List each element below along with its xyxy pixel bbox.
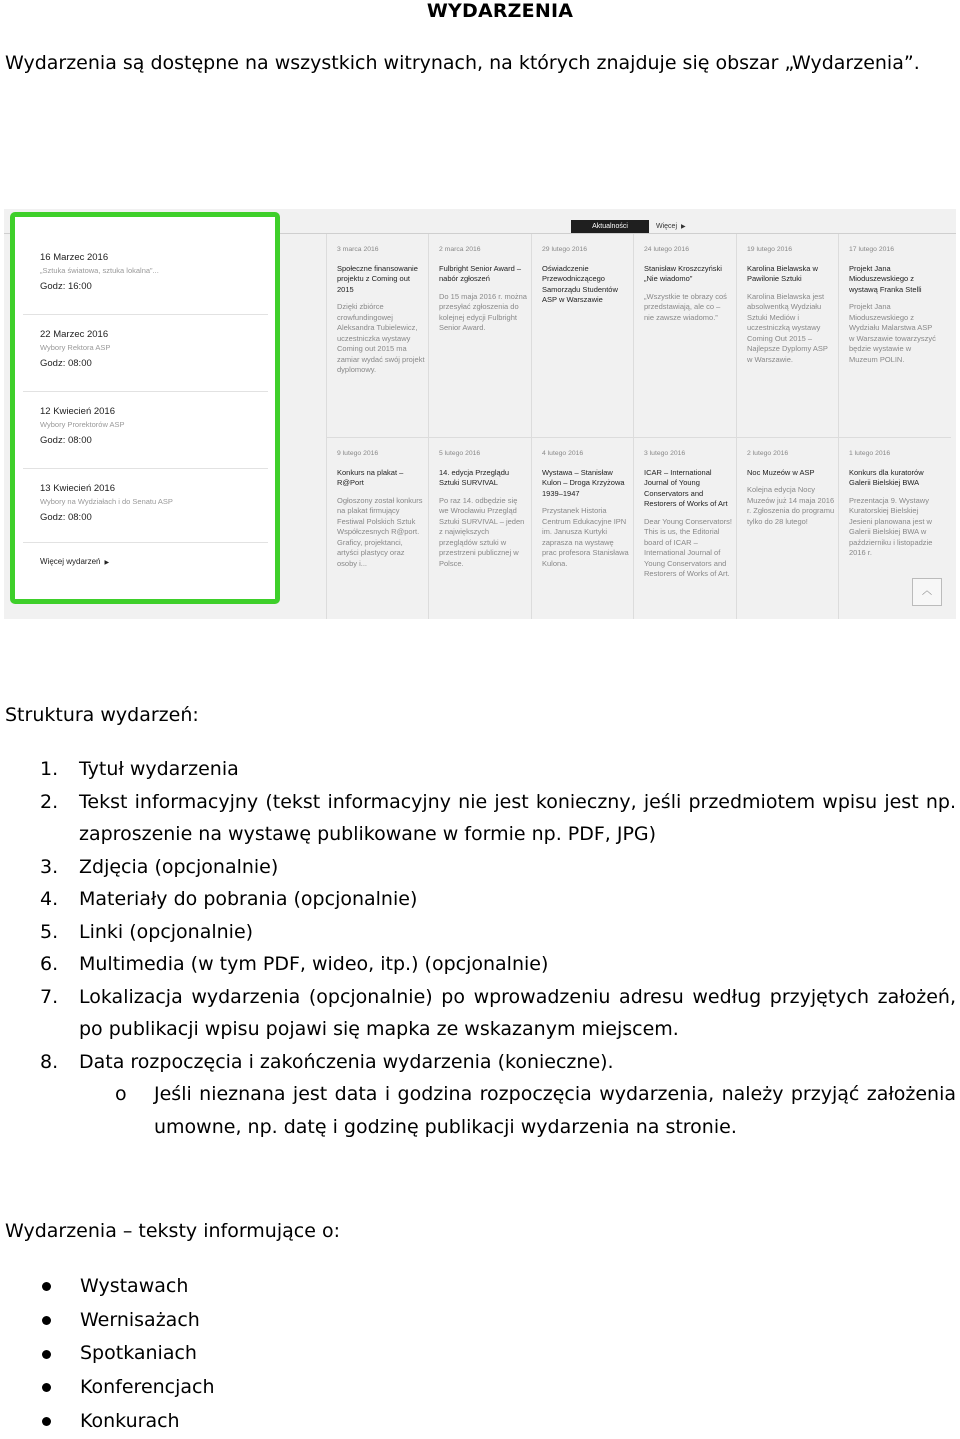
- news-title: Fulbright Senior Award – nabór zgłoszeń: [439, 263, 521, 283]
- bullet-dot: [42, 1316, 51, 1325]
- event-date: 22 Marzec 2016: [40, 329, 109, 340]
- list-text: Multimedia (w tym PDF, wideo, itp.) (opcjonalnie): [79, 953, 549, 975]
- row-divider: [326, 437, 951, 438]
- news-excerpt: Po raz 14. odbędzie się we Wrocławiu Przegląd Sztuki SURVIVAL – jeden z największych przeglądów sztuki w przestrzeni publicznej w Polsce.: [439, 495, 525, 568]
- sub-text: Jeśli nieznana jest data i godzina rozpoczęcia wydarzenia, należy przyjąć założenia umowne, np. datę i godzinę publikacji wydarzenia na stronie.: [154, 1083, 956, 1138]
- event-time: Godz: 08:00: [40, 512, 92, 523]
- news-date: 4 lutego 2016: [542, 450, 584, 457]
- sub-list-item: [115, 1078, 956, 1143]
- more-events-link[interactable]: [40, 557, 109, 566]
- news-title: Wystawa – Stanisław Kulon – Droga Krzyżowa 1939–1947: [542, 467, 625, 498]
- news-date: 2 lutego 2016: [747, 450, 789, 457]
- news-card[interactable]: [439, 449, 527, 569]
- events-panel: [10, 212, 280, 604]
- news-title: Karolina Bielawska w Pawilonie Sztuki: [747, 263, 818, 283]
- divider: [23, 391, 268, 392]
- news-excerpt: Kolejna edycja Nocy Muzeów już 14 maja 2016 r. Zgłoszenia do programu tylko do 28 lutego!: [747, 485, 835, 526]
- list-item: [40, 883, 956, 916]
- structure-heading: Struktura wydarzeń:: [5, 704, 199, 726]
- bullet-text: Konferencjach: [80, 1376, 215, 1399]
- chevron-right-icon: ▶: [681, 224, 686, 230]
- news-card[interactable]: [644, 449, 732, 580]
- list-number: 2.: [40, 790, 59, 813]
- event-description: „Sztuka światowa, sztuka lokalna”...: [40, 266, 159, 275]
- list-text: Tytuł wydarzenia: [79, 758, 239, 780]
- event-description: Wybory Prorektorów ASP: [40, 420, 125, 429]
- list-text: Materiały do pobrania (opcjonalnie): [79, 888, 418, 910]
- column-divider: [838, 234, 839, 619]
- bullet-item: [40, 1371, 215, 1405]
- news-date: 29 lutego 2016: [542, 246, 587, 253]
- news-card[interactable]: [337, 449, 425, 569]
- bullet-item: [40, 1304, 215, 1338]
- bullet-text: Wernisażach: [80, 1308, 200, 1331]
- list-item: [40, 753, 956, 786]
- divider: [23, 314, 268, 315]
- news-date: 9 lutego 2016: [337, 450, 379, 457]
- news-excerpt: Prezentacja 9. Wystawy Kuratorskiej Bielskiej Jesieni planowana jest w Galerii Bielskiej BWA w październiku i listopadzie 2016 r.: [849, 495, 933, 557]
- news-date: 19 lutego 2016: [747, 246, 792, 253]
- event-date: 13 Kwiecień 2016: [40, 483, 115, 494]
- divider: [23, 542, 268, 543]
- bullet-text: Spotkaniach: [80, 1342, 197, 1365]
- event-item[interactable]: [40, 252, 260, 292]
- event-date: 16 Marzec 2016: [40, 252, 109, 263]
- bullet-item: [40, 1337, 215, 1371]
- event-item[interactable]: [40, 406, 260, 446]
- tab-news[interactable]: Aktualności: [571, 220, 649, 233]
- texts-list: [40, 1270, 215, 1439]
- news-date: 5 lutego 2016: [439, 450, 481, 457]
- event-time: Godz: 16:00: [40, 281, 92, 292]
- bullet-dot: [42, 1350, 51, 1359]
- event-description: Wybory na Wydziałach i do Senatu ASP: [40, 497, 173, 506]
- news-excerpt: Dear Young Conservators! This is us, the Editorial board of ICAR – International Journal of Young Conservators and Restorers of Works of Art.: [644, 516, 732, 578]
- news-card[interactable]: [439, 245, 527, 334]
- news-date: 3 marca 2016: [337, 246, 379, 253]
- bullet-item: [40, 1405, 215, 1439]
- news-card[interactable]: [542, 449, 630, 569]
- document-title: WYDARZENIA: [426, 0, 574, 22]
- list-text: Tekst informacyjny (tekst informacyjny nie jest konieczny, jeśli przedmiotem wpisu jest np. zaproszenie na wystawę publikowane w formie np. PDF, JPG): [79, 790, 956, 845]
- bullet-text: Wystawach: [80, 1275, 189, 1297]
- chevron-up-icon: ︿: [922, 586, 932, 597]
- list-text: Linki (opcjonalnie): [79, 920, 254, 943]
- news-excerpt: Ogłoszony został konkurs na plakat firmujący Festiwal Polskich Sztuk Współczesnych R@port. Graficy, projektanci, artyści plastycy oraz osoby i...: [337, 495, 423, 568]
- bullet-dot: [42, 1383, 51, 1392]
- divider: [23, 468, 268, 469]
- event-item[interactable]: [40, 483, 260, 523]
- news-date: 3 lutego 2016: [644, 450, 686, 457]
- list-number: 7.: [40, 985, 59, 1008]
- news-title: Konkurs na plakat – R@Port: [337, 467, 404, 487]
- more-news-label: Więcej: [656, 223, 678, 230]
- list-number: 5.: [40, 920, 59, 943]
- list-number: 8.: [40, 1050, 59, 1073]
- bullet-dot: [42, 1417, 51, 1426]
- news-card[interactable]: [542, 245, 630, 313]
- news-title: Konkurs dla kuratorów Galerii Bielskiej BWA: [849, 467, 924, 487]
- news-excerpt: Do 15 maja 2016 r. można przesyłać zgłoszenia do kolejnej edycji Fulbright Senior Award.: [439, 291, 527, 332]
- more-news-link[interactable]: [656, 220, 686, 234]
- scroll-to-top-button[interactable]: [912, 578, 942, 606]
- news-title: Projekt Jana Mioduszewskiego z wystawą Franka Stelli: [849, 263, 922, 294]
- news-card[interactable]: [747, 245, 835, 365]
- news-date: 24 lutego 2016: [644, 246, 689, 253]
- news-card[interactable]: [747, 449, 835, 527]
- column-divider: [633, 234, 634, 619]
- column-divider: [326, 234, 327, 619]
- column-divider: [428, 234, 429, 619]
- news-excerpt: Karolina Bielawska jest absolwentką Wydziału Sztuki Mediów i uczestniczką wystawy Coming Out 2015 – Najlepsze Dyplomy ASP w Warszawie.: [747, 291, 828, 364]
- list-item: [40, 981, 956, 1046]
- news-card[interactable]: [849, 245, 937, 365]
- news-title: ICAR – International Journal of Young Conservators and Restorers of Works of Art: [644, 467, 728, 508]
- event-time: Godz: 08:00: [40, 358, 92, 369]
- list-item: [40, 851, 956, 884]
- news-excerpt: Przystanek Historia Centrum Edukacyjne IPN im. Janusza Kurtyki zaprasza na wystawę prac profesora Stanisława Kulona.: [542, 506, 629, 568]
- list-text: Zdjęcia (opcjonalnie): [79, 855, 279, 878]
- bullet-item: [40, 1270, 215, 1304]
- news-date: 1 lutego 2016: [849, 450, 891, 457]
- news-date: 17 lutego 2016: [849, 246, 894, 253]
- event-description: Wybory Rektora ASP: [40, 343, 111, 352]
- sub-bullet: o: [115, 1083, 127, 1105]
- list-number: 1.: [40, 758, 59, 780]
- list-number: 3.: [40, 855, 59, 878]
- news-card[interactable]: [644, 245, 732, 323]
- news-excerpt: „Wszystkie te obrazy coś przedstawiają, ale co – nie zawsze wiadomo.”: [644, 291, 727, 322]
- column-divider: [531, 234, 532, 619]
- news-excerpt: Projekt Jana Mioduszewskiego z Wydziału Malarstwa ASP w Warszawie towarzyszyć będzie wystawie w Muzeum POLIN.: [849, 302, 936, 364]
- news-title: Stanisław Kroszczyński „Nie wiadomo”: [644, 263, 722, 283]
- news-title: Społeczne finansowanie projektu z Coming out 2015: [337, 263, 418, 294]
- bullet-text: Konkurach: [80, 1409, 180, 1432]
- news-card[interactable]: [337, 245, 425, 376]
- intro-paragraph: Wydarzenia są dostępne na wszystkich witrynach, na których znajduje się obszar „Wydarzenia”.: [5, 52, 920, 74]
- list-item: [40, 1046, 956, 1079]
- list-text: Data rozpoczęcia i zakończenia wydarzenia (konieczne).: [79, 1050, 614, 1073]
- news-excerpt: Dzięki zbiórce crowfundingowej Aleksandra Tubielewicz, uczestniczka wystawy Coming out 2015 ma zamiar wydać swój projekt dyplomowy.: [337, 302, 425, 374]
- list-number: 4.: [40, 888, 59, 910]
- more-events-label: Więcej wydarzeń: [40, 557, 101, 566]
- list-number: 6.: [40, 953, 59, 975]
- list-text: Lokalizacja wydarzenia (opcjonalnie) po wprowadzeniu adresu według przyjętych założeń, po publikacji wpisu pojawi się mapka ze wskazanym miejscem.: [79, 985, 956, 1040]
- bullet-dot: [42, 1282, 51, 1291]
- news-title: Oświadczenie Przewodniczącego Samorządu Studentów ASP w Warszawie: [542, 263, 618, 304]
- texts-heading: Wydarzenia – teksty informujące o:: [5, 1220, 340, 1242]
- event-date: 12 Kwiecień 2016: [40, 406, 115, 417]
- website-screenshot: [4, 209, 956, 619]
- news-date: 2 marca 2016: [439, 246, 481, 253]
- chevron-right-icon: ▶: [104, 560, 110, 566]
- list-item: [40, 948, 956, 981]
- event-time: Godz: 08:00: [40, 435, 92, 446]
- event-item[interactable]: [40, 329, 260, 369]
- list-item: [40, 786, 956, 851]
- news-card[interactable]: [849, 449, 937, 559]
- news-title: Noc Muzeów w ASP: [747, 467, 815, 477]
- structure-list: [40, 753, 956, 1143]
- news-title: 14. edycja Przeglądu Sztuki SURVIVAL: [439, 467, 510, 487]
- column-divider: [736, 234, 737, 619]
- list-item: [40, 916, 956, 949]
